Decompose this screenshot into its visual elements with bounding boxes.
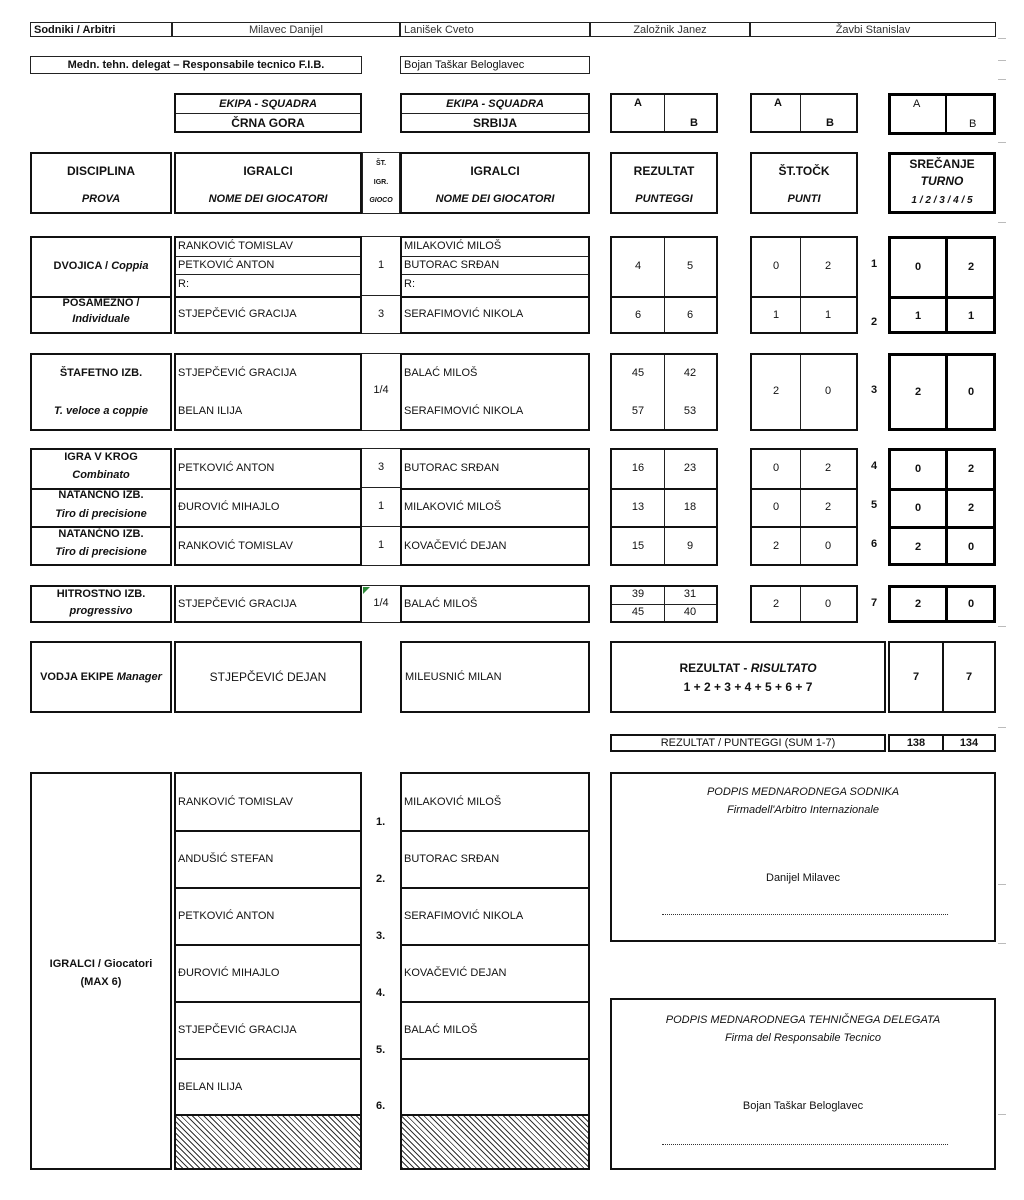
result-b: 7 [942, 641, 996, 713]
pair-pts-b: 2 [824, 260, 832, 272]
pair-b-reserve: R: [404, 278, 415, 290]
roster-num-1: 1. [376, 816, 386, 828]
precision2-a-player: RANKOVIĆ TOMISLAV [178, 540, 293, 552]
pair-res-a: 4 [634, 260, 642, 272]
progressive-res-2b: 40 [683, 606, 697, 618]
match-title: SREČANJE [909, 157, 975, 171]
combined-a-player: PETKOVIĆ ANTON [178, 462, 275, 474]
players-a-header [174, 152, 362, 214]
roster-b-3: SERAFIMOVIĆ NIKOLA [404, 910, 524, 922]
precision2-game: 1 [377, 539, 385, 551]
progressive-match-a: 2 [914, 598, 922, 610]
combined-game: 3 [377, 461, 385, 473]
pair-a-player-1: RANKOVIĆ TOMISLAV [178, 240, 293, 252]
relay-result [610, 353, 718, 431]
progressive-label: HITROSTNO IZB. [56, 588, 146, 600]
delegate-name: Bojan Taškar Beloglavec [400, 56, 590, 74]
section-3-discipline [30, 448, 172, 566]
individual-a-player: STJEPČEVIĆ GRACIJA [178, 308, 297, 320]
match-b-label: B [969, 118, 977, 130]
relay-a-player-1: STJEPČEVIĆ GRACIJA [178, 367, 297, 379]
combined-num: 4 [871, 460, 878, 472]
relay-points [750, 353, 858, 431]
roster-a-5: STJEPČEVIĆ GRACIJA [178, 1024, 297, 1036]
pair-a-player-2: PETKOVIĆ ANTON [178, 259, 275, 271]
pair-game: 1 [377, 259, 385, 271]
points-title: ŠT.TOČK [778, 164, 830, 178]
precision1-pts-b: 2 [824, 501, 832, 513]
progressive-points [750, 585, 858, 623]
referees-label: Sodniki / Arbitri [30, 22, 172, 37]
precision1-a-player: ĐUROVIĆ MIHAJLO [178, 501, 280, 513]
relay-b-player-2: SERAFIMOVIĆ NIKOLA [404, 405, 524, 417]
pair-match-b: 2 [967, 261, 975, 273]
team-a-name: ČRNA GORA [231, 116, 305, 130]
players-b-header [400, 152, 590, 214]
pair-res-b: 5 [686, 260, 694, 272]
combined-pts-b: 2 [824, 462, 832, 474]
progressive-game: 1/4 [373, 597, 389, 609]
precision2-match-a: 2 [914, 541, 922, 553]
match-header [888, 152, 996, 214]
combined-match-b: 2 [967, 463, 975, 475]
individual-game: 3 [377, 308, 385, 320]
referee-3: Založnik Janez [590, 22, 750, 37]
margin-tick [998, 1114, 1006, 1115]
progressive-res-1a: 39 [631, 588, 645, 600]
result-a-label: A [634, 97, 642, 109]
game-header [362, 152, 400, 214]
precision1-match-b: 2 [967, 502, 975, 514]
roster-team-a [174, 772, 362, 1170]
relay-match-a: 2 [914, 386, 922, 398]
referee-4: Žavbi Stanislav [750, 22, 996, 37]
referee-signature-title-it: Firmadell'Arbitro Internazionale [727, 804, 879, 816]
players-a-title-it: NOME DEI GIOCATORI [208, 193, 328, 205]
points-a-label: A [774, 97, 782, 109]
progressive-discipline [30, 585, 172, 623]
precision2-label-it: Tiro di precisione [55, 546, 147, 558]
relay-res-1a: 45 [631, 367, 645, 379]
pair-label: DVOJICA / Coppia [53, 260, 149, 272]
roster-a-6: BELAN ILIJA [178, 1081, 243, 1093]
pair-num: 1 [871, 258, 878, 270]
relay-num: 3 [871, 384, 878, 396]
relay-match [888, 353, 996, 431]
relay-pts-a: 2 [772, 385, 780, 397]
roster-num-2: 2. [376, 873, 386, 885]
referee-2: Lanišek Cveto [400, 22, 590, 37]
delegate-signature-line[interactable] [662, 1144, 948, 1145]
individual-pts-b: 1 [824, 309, 832, 321]
margin-tick [998, 60, 1006, 61]
progressive-pts-a: 2 [772, 598, 780, 610]
precision2-res-a: 15 [631, 540, 645, 552]
referee-1: Milavec Danijel [172, 22, 400, 37]
points-header [750, 152, 858, 214]
sum-a: 138 [888, 734, 944, 752]
progressive-team-b [400, 585, 590, 623]
individual-label: POSAMEZNO / [62, 297, 140, 309]
individual-match-a: 1 [914, 310, 922, 322]
roster-num-4: 4. [376, 987, 386, 999]
roster-num-6: 6. [376, 1100, 386, 1112]
relay-a-player-2: BELAN ILIJA [178, 405, 243, 417]
sum-b: 134 [942, 734, 996, 752]
precision2-match-b: 0 [967, 541, 975, 553]
referee-signature-title: PODPIS MEDNARODNEGA SODNIKA [706, 786, 900, 798]
delegate-signature-box [610, 998, 996, 1170]
result-box [610, 641, 886, 713]
team-a-label: EKIPA - SQUADRA [176, 95, 360, 114]
team-b-name: SRBIJA [472, 116, 517, 130]
match-rounds: 1 / 2 / 3 / 4 / 5 [911, 194, 973, 206]
precision1-game: 1 [377, 500, 385, 512]
roster-b-hatch [402, 1116, 588, 1168]
discipline-title-it: PROVA [81, 193, 121, 205]
combined-label-it: Combinato [72, 469, 130, 481]
progressive-res-1b: 31 [683, 588, 697, 600]
points-b-label: B [826, 117, 834, 129]
progressive-label-it: progressivo [69, 605, 133, 617]
precision1-res-b: 18 [683, 501, 697, 513]
roster-a-1: RANKOVIĆ TOMISLAV [178, 796, 293, 808]
section-1-team-b [400, 236, 590, 334]
comment-marker [363, 587, 370, 594]
combined-label: IGRA V KROG [64, 451, 138, 463]
roster-num-3: 3. [376, 930, 386, 942]
progressive-b-player: BALAĆ MILOŠ [404, 598, 478, 610]
individual-label-it: Individuale [72, 313, 130, 325]
relay-res-2b: 53 [683, 405, 697, 417]
relay-discipline [30, 353, 172, 431]
roster-a-2: ANDUŠIĆ STEFAN [178, 853, 274, 865]
precision2-pts-b: 0 [824, 540, 832, 552]
roster-b-2: BUTORAC SRĐAN [404, 853, 500, 865]
roster-team-b [400, 772, 590, 1170]
match-ab-box [888, 93, 996, 135]
pair-b-player-1: MILAKOVIĆ MILOŠ [404, 240, 502, 252]
players-a-title: IGRALCI [243, 164, 293, 178]
pair-b-player-2: BUTORAC SRĐAN [404, 259, 500, 271]
precision1-res-a: 13 [631, 501, 645, 513]
roster-numbers [362, 772, 400, 1170]
progressive-match [888, 585, 996, 623]
pair-match-a: 0 [914, 261, 922, 273]
manager-team-b: MILEUSNIĆ MILAN [400, 641, 590, 713]
result-ab-box [610, 93, 718, 133]
delegate-signature-title-it: Firma del Responsabile Tecnico [724, 1032, 882, 1044]
margin-tick [998, 38, 1006, 39]
margin-tick [998, 142, 1006, 143]
game-title-1: ŠT. [375, 159, 387, 167]
section-1-team-a [174, 236, 362, 334]
margin-tick [998, 884, 1006, 885]
progressive-match-b: 0 [967, 598, 975, 610]
margin-tick [998, 943, 1006, 944]
margin-tick [998, 222, 1006, 223]
individual-res-b: 6 [686, 309, 694, 321]
combined-match-a: 0 [914, 463, 922, 475]
roster-num-5: 5. [376, 1044, 386, 1056]
margin-tick [998, 79, 1006, 80]
precision2-num: 6 [871, 538, 878, 550]
combined-b-player: BUTORAC SRĐAN [404, 462, 500, 474]
game-title-2: IGR. [373, 178, 389, 186]
roster-b-5: BALAĆ MILOŠ [404, 1024, 478, 1036]
precision1-b-player: MILAKOVIĆ MILOŠ [404, 501, 502, 513]
section-1-match [888, 236, 996, 334]
precision1-match-a: 0 [914, 502, 922, 514]
roster-label-2: (MAX 6) [80, 976, 122, 988]
individual-b-player: SERAFIMOVIĆ NIKOLA [404, 308, 524, 320]
precision2-b-player: KOVAČEVIĆ DEJAN [404, 540, 507, 552]
precision1-pts-a: 0 [772, 501, 780, 513]
relay-team-a [174, 353, 362, 431]
section-3-team-b [400, 448, 590, 566]
relay-b-player-1: BALAĆ MILOŠ [404, 367, 478, 379]
points-ab-box [750, 93, 858, 133]
precision2-res-b: 9 [686, 540, 694, 552]
section-3-match [888, 448, 996, 566]
combined-res-a: 16 [631, 462, 645, 474]
delegate-signature-title: PODPIS MEDNARODNEGA TEHNIČNEGA DELEGATA [665, 1014, 941, 1026]
precision2-label: NATANČNO IZB. [58, 528, 144, 540]
roster-b-4: KOVAČEVIĆ DEJAN [404, 967, 507, 979]
roster-a-hatch [176, 1116, 360, 1168]
relay-res-2a: 57 [631, 405, 645, 417]
manager-label: VODJA EKIPE Manager [30, 641, 172, 713]
precision1-label: NATANČNO IZB. [58, 489, 144, 501]
precision1-label-it: Tiro di precisione [55, 508, 147, 520]
delegate-signature-name: Bojan Taškar Beloglavec [742, 1100, 864, 1112]
progressive-res-2a: 45 [631, 606, 645, 618]
progressive-pts-b: 0 [824, 598, 832, 610]
section-1-result [610, 236, 718, 334]
individual-res-a: 6 [634, 309, 642, 321]
individual-pts-a: 1 [772, 309, 780, 321]
sum-label: REZULTAT / PUNTEGGI (SUM 1-7) [610, 734, 886, 752]
manager-team-a: STJEPČEVIĆ DEJAN [174, 641, 362, 713]
pair-a-reserve: R: [178, 278, 189, 290]
relay-res-1b: 42 [683, 367, 697, 379]
result-title: REZULTAT [633, 164, 695, 178]
section-1-points [750, 236, 858, 334]
individual-match-b: 1 [967, 310, 975, 322]
roster-a-4: ĐUROVIĆ MIHAJLO [178, 967, 280, 979]
margin-tick [998, 626, 1006, 627]
match-title-it: TURNO [920, 174, 964, 188]
result-title: REZULTAT - RISULTATO [679, 661, 817, 675]
result-b-label: B [690, 117, 698, 129]
match-a-label: A [913, 98, 921, 110]
points-title-it: PUNTI [787, 193, 821, 205]
combined-pts-a: 0 [772, 462, 780, 474]
relay-match-b: 0 [967, 386, 975, 398]
section-3-game [362, 448, 400, 566]
section-1-discipline [30, 236, 172, 334]
section-3-result [610, 448, 718, 566]
team-a-header [174, 93, 362, 133]
section-3-team-a [174, 448, 362, 566]
result-a: 7 [888, 641, 944, 713]
roster-a-3: PETKOVIĆ ANTON [178, 910, 275, 922]
relay-team-b [400, 353, 590, 431]
discipline-title: DISCIPLINA [66, 164, 135, 178]
progressive-game-cell [362, 585, 400, 623]
margin-tick [998, 727, 1006, 728]
referee-signature-line[interactable] [662, 914, 948, 915]
progressive-result [610, 585, 718, 623]
precision2-pts-a: 2 [772, 540, 780, 552]
players-b-title-it: NOME DEI GIOCATORI [435, 193, 555, 205]
relay-label-it: T. veloce a coppie [54, 405, 148, 417]
result-header [610, 152, 718, 214]
referee-signature-box [610, 772, 996, 942]
team-b-label: EKIPA - SQUADRA [402, 95, 588, 114]
pair-pts-a: 0 [772, 260, 780, 272]
section-3-points [750, 448, 858, 566]
referee-signature-name: Danijel Milavec [766, 872, 840, 884]
relay-game: 1/4 [373, 384, 389, 396]
result-formula: 1 + 2 + 3 + 4 + 5 + 6 + 7 [683, 680, 813, 694]
roster-b-1: MILAKOVIĆ MILOŠ [404, 796, 502, 808]
combined-res-b: 23 [683, 462, 697, 474]
individual-num: 2 [871, 316, 878, 328]
result-title-it: PUNTEGGI [635, 193, 693, 205]
relay-pts-b: 0 [824, 385, 832, 397]
discipline-header [30, 152, 172, 214]
progressive-num: 7 [871, 597, 878, 609]
players-b-title: IGRALCI [470, 164, 520, 178]
section-1-game [362, 236, 400, 334]
game-title-3: GIOCO [369, 196, 393, 204]
relay-game-cell [362, 353, 400, 431]
roster-label-box [30, 772, 172, 1170]
progressive-a-player: STJEPČEVIĆ GRACIJA [178, 598, 297, 610]
relay-label: ŠTAFETNO IZB. [59, 367, 143, 379]
team-b-header [400, 93, 590, 133]
precision1-num: 5 [871, 499, 878, 511]
progressive-team-a [174, 585, 362, 623]
roster-label: IGRALCI / Giocatori [49, 958, 153, 970]
delegate-label: Medn. tehn. delegat – Responsabile tecnico F.I.B. [30, 56, 362, 74]
